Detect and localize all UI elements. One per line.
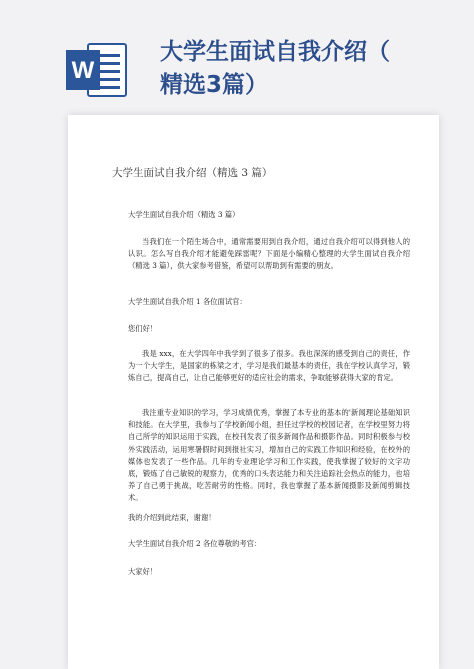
greeting-2: 大家好！ xyxy=(128,567,158,576)
document-page xyxy=(68,115,439,669)
paragraph-1: 我是 xxx，在大学四年中我学到了很多了很多。我也深深的感受到自己的责任，作为一个大学生，是国家的栋梁之才，学习是我们最基本的责任，我在学校认真学习，锻炼自己，提高自己，让自己能够更好的适应社会的需求，争取能够获得大家的肯定。 xyxy=(128,349,410,383)
section1-heading: 大学生面试自我介绍 1 各位面试官： xyxy=(128,297,247,306)
closing-1: 我的介绍到此结束，谢谢！ xyxy=(128,513,216,522)
banner-title xyxy=(160,36,460,102)
banner-title-line1: 大学生面试自我介绍（ xyxy=(160,39,390,65)
document-title: 大学生面试自我介绍（精选 3 篇） xyxy=(112,167,273,179)
paragraph-2: 我注重专业知识的学习，学习成绩优秀，掌握了本专业的基本的'新闻理论基础知识和技能。在大学里，我参与了学校新闻小组，担任过学校的校园记者，在学校里努力将自己所学的知识运用于实践，在校刊发表了很多新闻作品和摄影作品。同时积极参与校外实践活动，运用寒暑假时间到报社实习，增加自己的实践工作知识和经验，在校外的媒体也发表了一些作品。几年的专业理论学习和工作实践，使我掌握了较好的文字功底，锻炼了自己敏锐的观察力，优秀的口头表达能力和关注追踪社会热点的能力，也培养了自己勇于挑战，吃苦耐劳的性格。同时，我也掌握了基本新闻摄影及新闻剪辑技术。 xyxy=(128,408,410,503)
greeting-1: 您们好！ xyxy=(128,324,158,333)
intro-paragraph: 当我们在一个陌生场合中，通常需要用到自我介绍，通过自我介绍可以得到他人的认识。怎么写自我介绍才能避免踩雷呢？下面是小编精心整理的大学生面试自我介绍（精选 3 篇），供大家参考借鉴，希望可以帮助到有需要的朋友。 xyxy=(128,237,410,271)
document-subtitle: 大学生面试自我介绍（精选 3 篇） xyxy=(128,210,240,219)
word-icon xyxy=(66,40,128,100)
section2-heading: 大学生面试自我介绍 2 各位尊敬的考官： xyxy=(128,539,262,548)
svg-text:W: W xyxy=(71,57,95,84)
banner-title-line2: 精选3篇） xyxy=(160,72,269,98)
